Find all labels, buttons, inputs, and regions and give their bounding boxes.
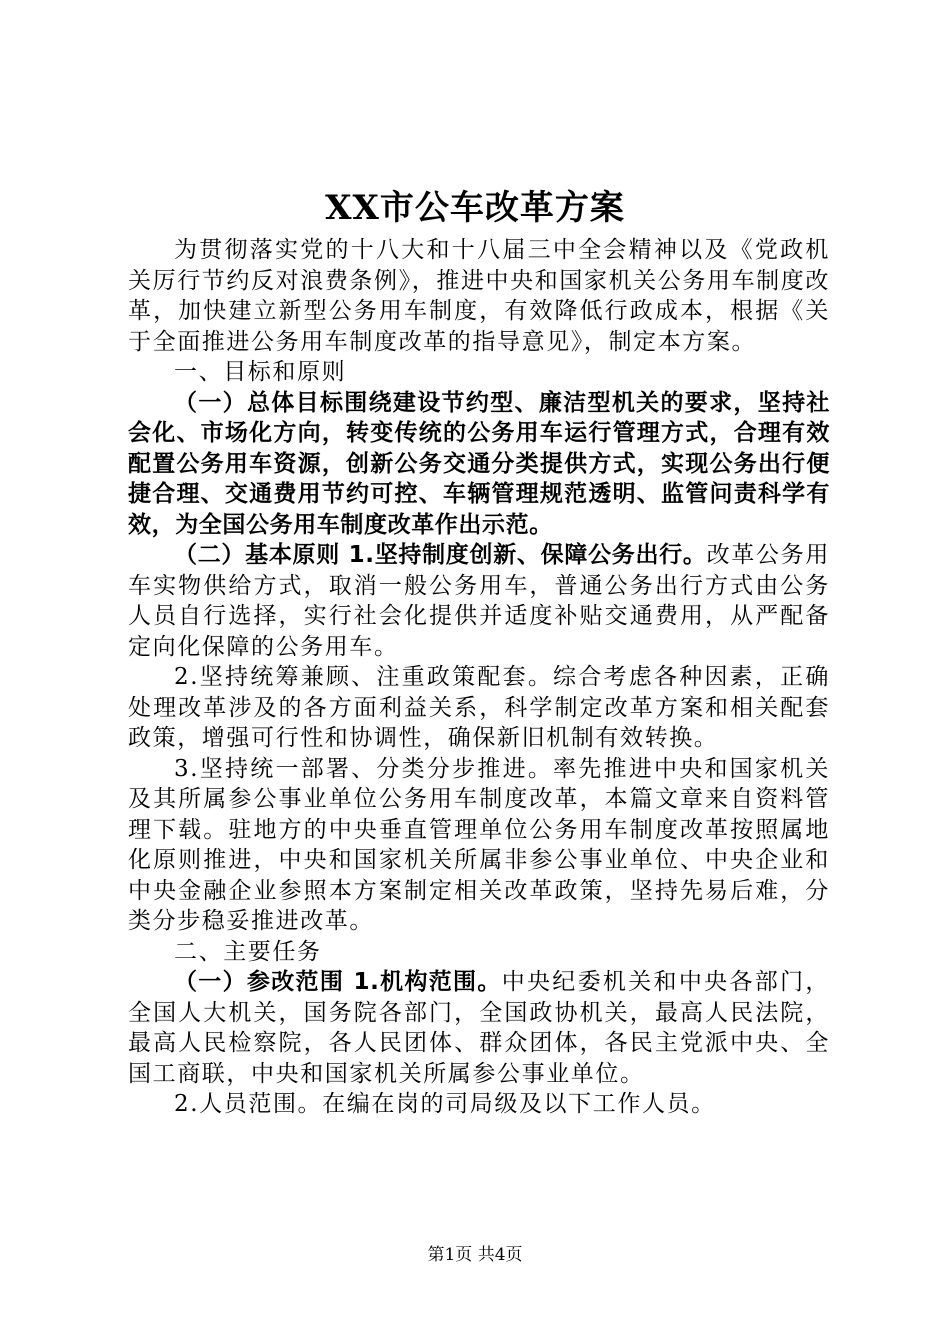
section-heading-goals: 一、目标和原则	[174, 359, 347, 385]
scope-paragraph	[128, 967, 830, 1089]
principle-3-paragraph: 3.坚持统一部署、分类分步推进。率先推进中央和国家机关及其所属参公事业单位公务用车制度改革，本篇文章来自资料管理下载。驻地方的中央垂直管理单位公务用车制度改革按照属地化原则推进，中央和国家机关所属非参公事业单位、中央企业和中央金融企业参照本方案制定相关改革政策，坚持先易后难，分类分步稳妥推进改革。	[128, 755, 830, 934]
document-body	[128, 235, 830, 1120]
basic-principles-text: 改革公务用车实物供给方式，取消一般公务用车，普通公务出行方式由公务人员自行选择，实行社会化提供并适度补贴交通费用，从严配备定向化保障的公务用车。	[128, 542, 830, 660]
intro-paragraph: 为贯彻落实党的十八大和十八届三中全会精神以及《党政机关厉行节约反对浪费条例》，推进中央和国家机关公务用车制度改革，加快建立新型公务用车制度，有效降低行政成本，根据《关于全面推进公务用车制度改革的指导意见》，制定本方案。	[128, 237, 830, 355]
scope-text: 中央纪委机关和中央各部门，全国人大机关，国务院各部门，全国政协机关，最高人民法院，最高人民检察院，各人民团体、群众团体，各民主党派中央、全国工商联，中央和国家机关所属参公事业单位。	[128, 969, 830, 1087]
basic-principles-lead: （二）基本原则 1.坚持制度创新、保障公务出行。	[174, 542, 707, 568]
overall-goal-paragraph: （一）总体目标围绕建设节约型、廉洁型机关的要求，坚持社会化、市场化方向，转变传统的公务用车运行管理方式，合理有效配置公务用车资源，创新公务交通分类提供方式，实现公务出行便捷合理、交通费用节约可控、车辆管理规范透明、监管问责科学有效，为全国公务用车制度改革作出示范。	[128, 389, 830, 538]
principle-2-paragraph: 2.坚持统筹兼顾、注重政策配套。综合考虑各种因素，正确处理改革涉及的各方面利益关系，科学制定改革方案和相关配套政策，增强可行性和协调性，确保新旧机制有效转换。	[128, 664, 830, 751]
scope-lead: （一）参改范围 1.机构范围。	[174, 969, 502, 995]
section-heading-tasks: 二、主要任务	[174, 938, 322, 965]
document-title: XX市公车改革方案	[325, 188, 625, 228]
page-footer: 第1页 共4页	[427, 1245, 523, 1265]
personnel-scope-paragraph: 2.人员范围。在编在岗的司局级及以下工作人员。	[174, 1091, 716, 1117]
basic-principles-paragraph	[128, 540, 830, 662]
